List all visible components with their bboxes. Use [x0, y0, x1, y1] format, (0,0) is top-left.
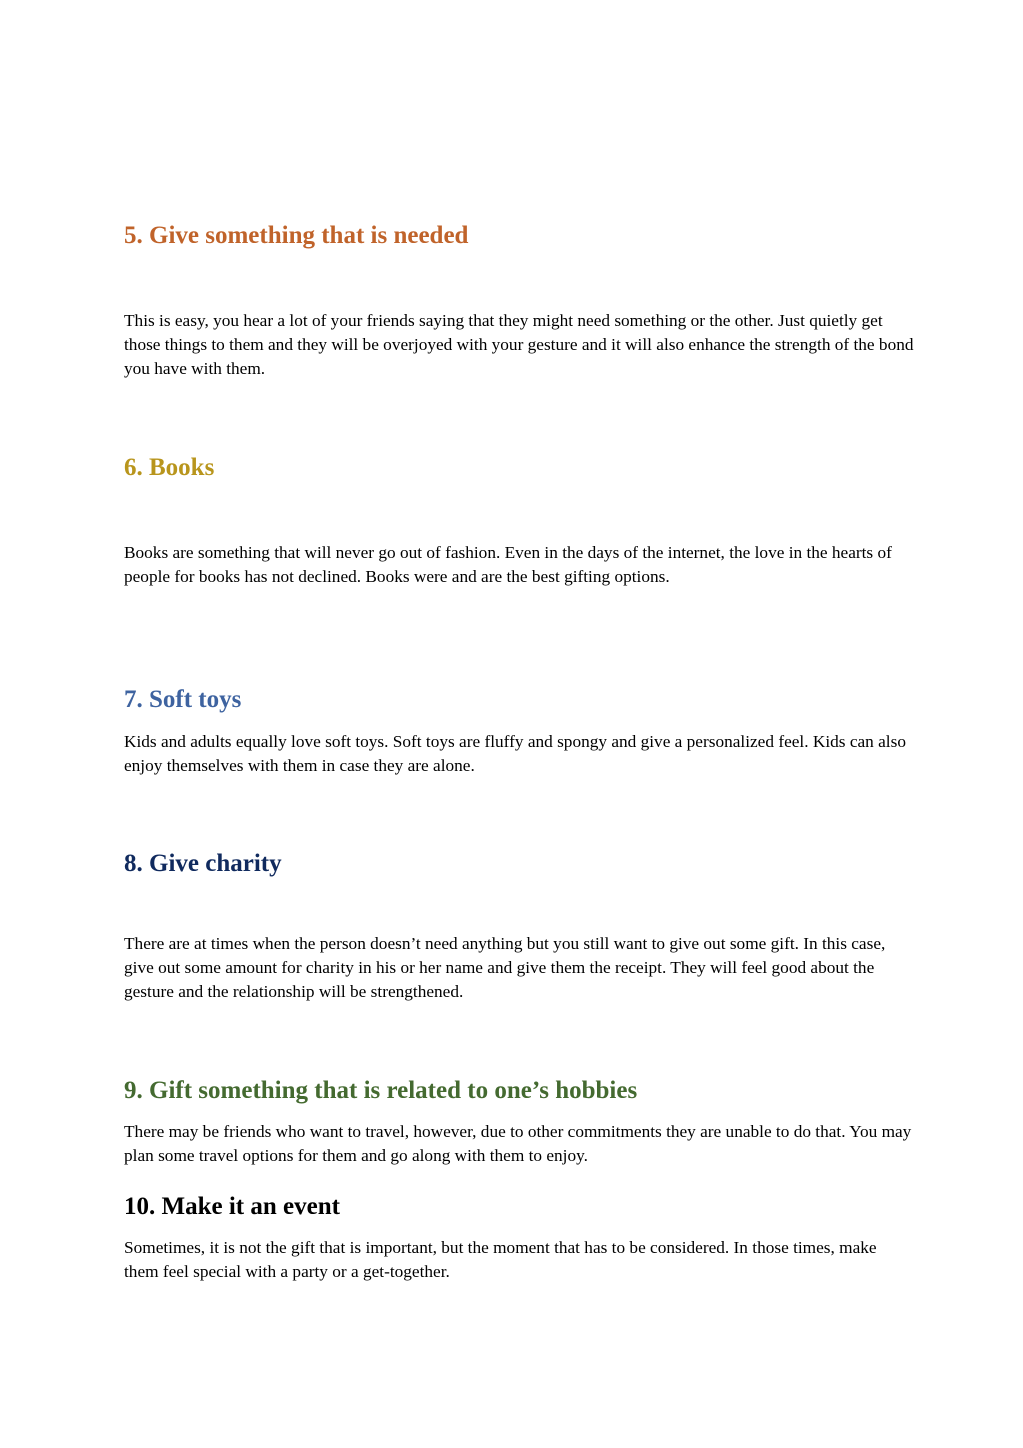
section-body-books: Books are something that will never go out of fashion. Even in the days of the internet, the love in the hearts of people for books has not declined. Books were and are the best gifting options.: [124, 543, 892, 587]
section-heading-make-it-event: 10. Make it an event: [124, 1193, 340, 1220]
section-heading-books: 6. Books: [124, 454, 215, 481]
section-heading-soft-toys: 7. Soft toys: [124, 686, 242, 713]
section-body-soft-toys: Kids and adults equally love soft toys. Soft toys are fluffy and spongy and give a personalized feel. Kids can also enjoy themselves with them in case they are alone.: [124, 732, 906, 776]
section-heading-hobbies: 9. Gift something that is related to one’s hobbies: [124, 1077, 638, 1104]
section-body-hobbies: There may be friends who want to travel, however, due to other commitments they are unable to do that. You may plan some travel options for them and go along with them to enjoy.: [124, 1122, 912, 1166]
section-body-give-something-needed: This is easy, you hear a lot of your friends saying that they might need something or the other. Just quietly get those things to them and they will be overjoyed with your gesture and it will also enhance the strength of the bond you have with them.: [124, 311, 914, 379]
section-heading-give-something-needed: 5. Give something that is needed: [124, 222, 469, 249]
section-body-give-charity: There are at times when the person doesn’t need anything but you still want to give out some gift. In this case, give out some amount for charity in his or her name and give them the receipt. They will feel good about the gesture and the relationship will be strengthened.: [124, 934, 886, 1002]
section-body-make-it-event: Sometimes, it is not the gift that is important, but the moment that has to be considered. In those times, make them feel special with a party or a get-together.: [124, 1238, 877, 1282]
section-heading-give-charity: 8. Give charity: [124, 850, 282, 877]
